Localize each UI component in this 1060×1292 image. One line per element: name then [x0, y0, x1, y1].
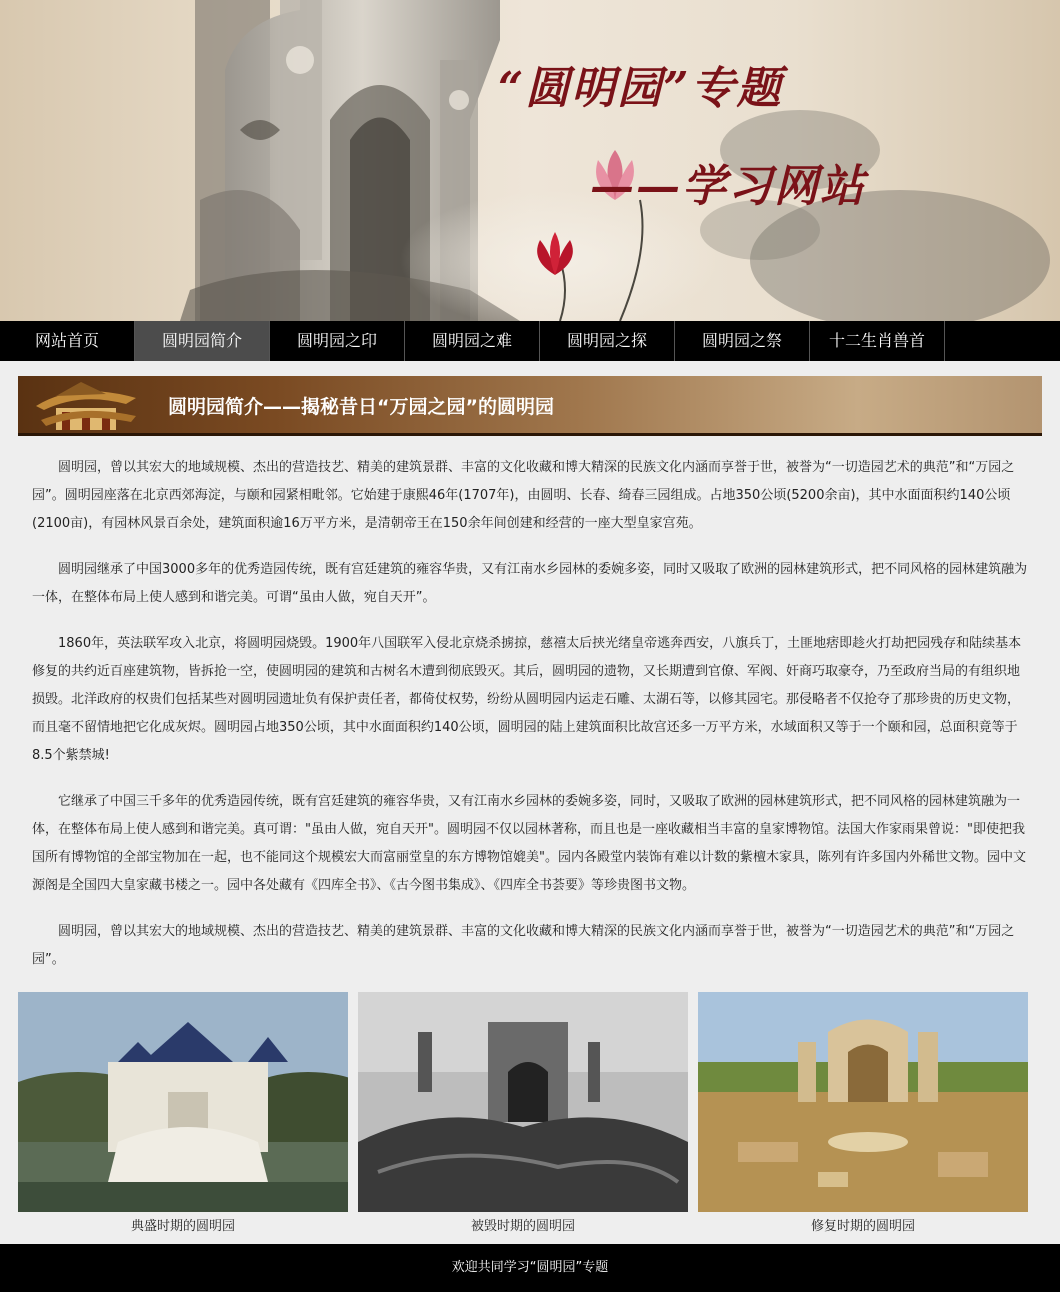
nav-item-memorial[interactable]: 圆明园之祭: [675, 321, 810, 361]
section-header-bar: [18, 376, 1042, 436]
restoration-era-photo[interactable]: [698, 992, 1028, 1212]
nav-item-disaster[interactable]: 圆明园之难: [405, 321, 540, 361]
photo-gallery: [18, 992, 1042, 1242]
gallery-caption: 典盛时期的圆明园: [130, 1219, 235, 1234]
main-nav: [0, 321, 1060, 361]
article-paragraph: 圆明园，曾以其宏大的地域规模、杰出的营造技艺、精美的建筑景群、丰富的文化收藏和博大精深的民族文化内涵而享誉于世，被誉为“一切造园艺术的典范”和“万园之园”。: [32, 924, 1015, 967]
gallery-item: [698, 992, 1028, 1242]
article-paragraph: 圆明园，曾以其宏大的地域规模、杰出的营造技艺、精美的建筑景群、丰富的文化收藏和博大精深的民族文化内涵而享誉于世，被誉为“一切造园艺术的典范”和“万园之园”。圆明园座落在北京西郊海淀，与颐和园紧相毗邻。它始建于康熙46年(1707年)，由圆明、长春、绮春三园组成。占地350公顷(5200余亩)，其中水面面积约140公顷(2100亩)，有园林风景百余处，建筑面积逾16万平方米，是清朝帝王在150余年间创建和经营的一座大型皇家宫苑。: [32, 460, 1015, 531]
main-content: [18, 376, 1042, 1242]
nav-item-zodiac-heads[interactable]: 十二生肖兽首: [810, 321, 945, 361]
nav-item-explore[interactable]: 圆明园之探: [540, 321, 675, 361]
pavilion-icon: [26, 376, 146, 433]
article-paragraph: 圆明园继承了中国3000多年的优秀造园传统，既有宫廷建筑的雍容华贵，又有江南水乡园林的委婉多姿，同时又吸取了欧洲的园林建筑形式，把不同风格的园林建筑融为一体，在整体布局上使人感到和谐完美。可谓“虽由人做，宛自天开”。: [32, 562, 1028, 605]
nav-item-intro[interactable]: 圆明园简介: [135, 321, 270, 361]
section-title: 圆明园简介——揭秘昔日“万园之园”的圆明园: [168, 396, 554, 418]
prosperous-era-photo[interactable]: [18, 992, 348, 1212]
gallery-caption: 被毁时期的圆明园: [470, 1219, 575, 1234]
ruins-ink-painting: [0, 0, 1060, 321]
destroyed-era-photo[interactable]: [358, 992, 688, 1212]
nav-item-home[interactable]: 网站首页: [0, 321, 135, 361]
page-footer: 欢迎共同学习“圆明园”专题: [0, 1244, 1060, 1292]
article-paragraph: 1860年，英法联军攻入北京，将圆明园烧毁。1900年八国联军入侵北京烧杀掳掠，慈禧太后挟光绪皇帝逃奔西安，八旗兵丁，土匪地痞即趁火打劫把园残存和陆续基本修复的共约近百座建筑物，皆拆抢一空，使圆明园的建筑和古树名木遭到彻底毁灭。其后，圆明园的遗物，又长期遭到官僚、军阀、奸商巧取豪夺，乃至政府当局的有组织地损毁。北洋政府的权贵们包括某些对圆明园遗址负有保护责任者，都倚仗权势，纷纷从圆明园内运走石雕、太湖石等，以修其园宅。那侵略者不仅抢夺了那珍贵的历史文物，而且毫不留情地把它化成灰烬。圆明园占地350公顷，其中水面面积约140公顷，圆明园的陆上建筑面积比故宫还多一万平方米，水域面积又等于一个颐和园，总面积竟等于8.5个紫禁城!: [32, 636, 1022, 763]
banner-title-main: “圆明园”专题: [498, 63, 783, 114]
gallery-item: [358, 992, 688, 1242]
article-body: [18, 436, 1042, 974]
gallery-caption: 修复时期的圆明园: [810, 1219, 915, 1234]
banner-title-sub: ——学习网站: [590, 161, 866, 212]
site-banner: [0, 0, 1060, 321]
article-paragraph: 它继承了中国三千多年的优秀造园传统，既有宫廷建筑的雍容华贵，又有江南水乡园林的委婉多姿，同时，又吸取了欧洲的园林建筑形式，把不同风格的园林建筑融为一体，在整体布局上使人感到和谐完美。真可谓："虽由人做，宛自天开"。圆明园不仅以园林著称，而且也是一座收藏相当丰富的皇家博物馆。法国大作家雨果曾说："即使把我国所有博物馆的全部宝物加在一起，也不能同这个规模宏大而富丽堂皇的东方博物馆媲美"。园内各殿堂内装饰有难以计数的紫檀木家具，陈列有许多国内外稀世文物。园中文源阁是全国四大皇家藏书楼之一。园中各处藏有《四库全书》、《古今图书集成》、《四库全书荟要》等珍贵图书文物。: [32, 794, 1026, 893]
nav-item-impression[interactable]: 圆明园之印: [270, 321, 405, 361]
gallery-item: [18, 992, 348, 1242]
